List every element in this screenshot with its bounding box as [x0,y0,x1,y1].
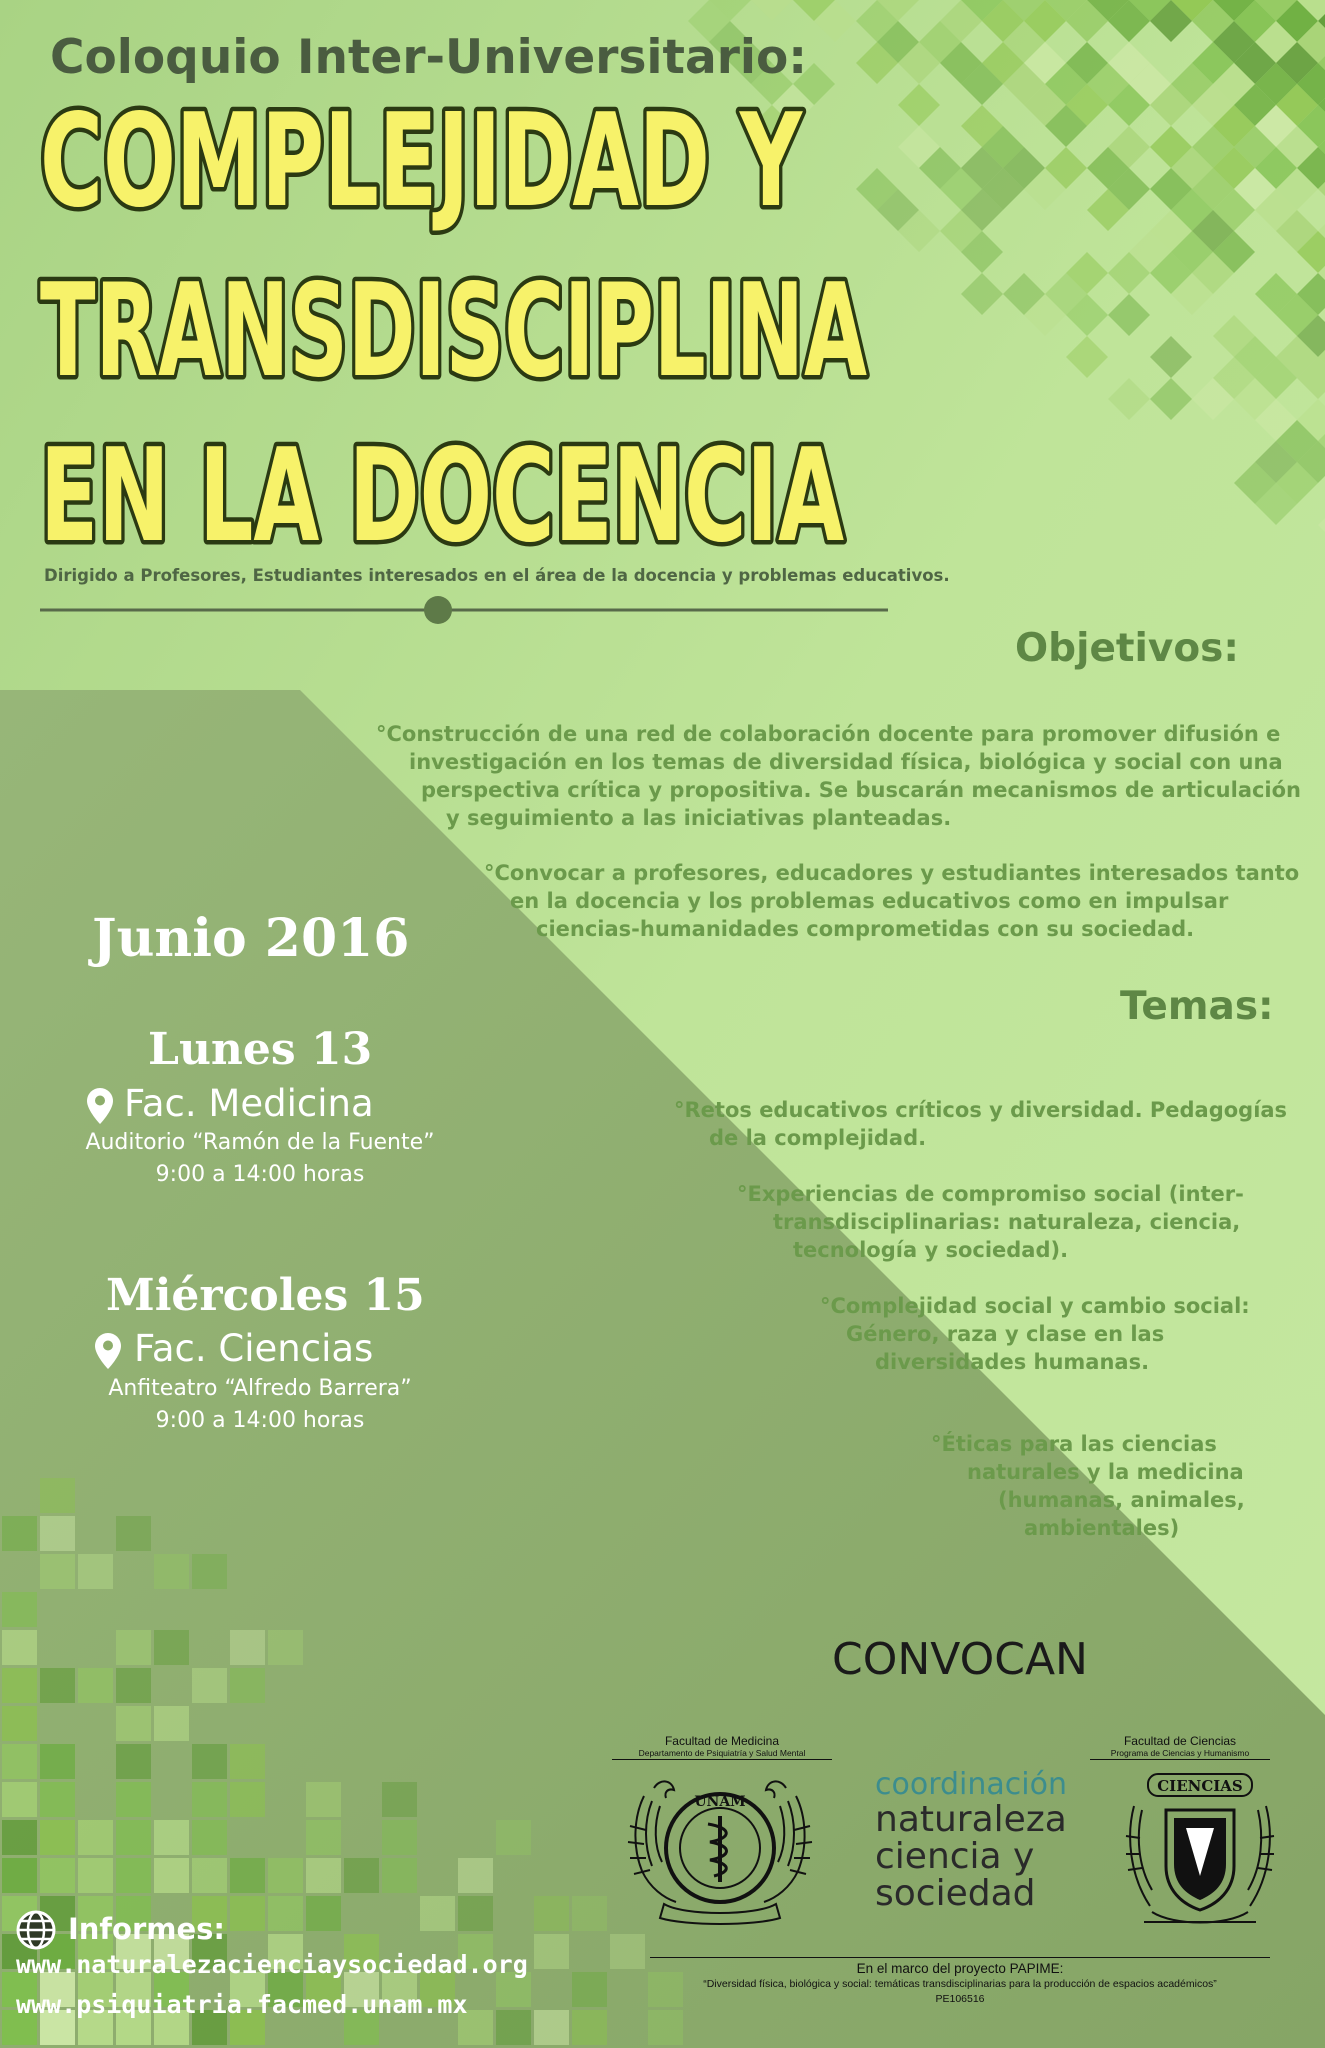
mosaic-tile [154,1554,189,1589]
tema-3-line: °Complejidad social y cambio social: [820,1294,1250,1318]
mosaic-tile [458,1896,493,1931]
objetivo-1-line: y seguimiento a las iniciativas planteadas. [446,806,952,830]
mosaic-tile [154,1630,189,1665]
objetivo-item-1 [376,720,1301,832]
mosaic-tile [382,1858,417,1893]
mosaic-tile [534,1896,569,1931]
objetivo-2-line: °Convocar a profesores, educadores y estudiantes interesados tanto [484,861,1300,885]
mosaic-tile [154,1858,189,1893]
event-venue-2: Fac. Ciencias [134,1327,374,1370]
mosaic-tile [78,1820,113,1855]
mosaic-tile [2,1592,37,1627]
footer-rule [650,1957,1270,1958]
mosaic-tile [306,1858,341,1893]
tema-4-line: naturales y la medicina [967,1460,1244,1484]
map-pin-icon [95,1333,121,1373]
mosaic-tile [2,1706,37,1741]
tema-1-line: °Retos educativos críticos y diversidad. Pedagogías [674,1098,1288,1122]
mosaic-tile [534,2010,569,2045]
unam-medicina-seal [624,1766,816,1928]
title-line-3: EN LA DOCENCIA [40,422,844,560]
mosaic-tile [230,1858,265,1893]
title-line-1: COMPLEJIDAD Y [40,87,804,236]
mosaic-tile [116,1668,151,1703]
tema-item-3 [820,1292,1250,1376]
mosaic-tile [40,1554,75,1589]
mosaic-tile [420,1896,455,1931]
mosaic-tile [572,2010,607,2045]
mosaic-tile [268,1858,303,1893]
mosaic-tile [78,1554,113,1589]
footer-line-1: En el marco del proyecto PAPIME: [856,1961,1064,1976]
objetivo-1-line: perspectiva crítica y propositiva. Se buscarán mecanismos de articulación [421,778,1302,802]
mosaic-tile [2,1516,37,1551]
mosaic-tile [192,1554,227,1589]
mosaic-tile [116,1744,151,1779]
mosaic-tile [230,1744,265,1779]
mosaic-tile [2,1668,37,1703]
tema-item-1 [674,1096,1287,1152]
mosaic-tile [192,1858,227,1893]
mosaic-tile [382,1782,417,1817]
mosaic-tile [268,1630,303,1665]
mosaic-tile [458,1858,493,1893]
divider [40,596,890,626]
mosaic-tile [116,1630,151,1665]
unam-ciencias-seal [1124,1766,1276,1938]
mosaic-tile [230,1782,265,1817]
tema-4-line: °Éticas para las ciencias [931,1432,1217,1456]
objetivo-1-line: investigación en los temas de diversidad física, biológica y social con una [409,750,1283,774]
coord-line-2: naturaleza [875,1799,1067,1840]
footer-line-3: PE106516 [935,1993,985,2005]
mosaic-tile [648,2010,683,2045]
mosaic-tile [2,1782,37,1817]
mosaic-tile [40,1782,75,1817]
footer-line-2: “Diversidad física, biológica y social: temáticas transdisciplinarias para la producción de espacios académicos” [703,1978,1217,1990]
mosaic-tile [382,1820,417,1855]
coord-line-4: sociedad [875,1873,1036,1914]
medicina-name: Facultad de Medicina [664,1734,780,1748]
tema-item-4 [931,1430,1245,1542]
mosaic-tile [306,1782,341,1817]
event-time-1: 9:00 a 14:00 horas [155,1162,365,1187]
objetivo-item-2 [484,859,1299,943]
mosaic-tile [306,1896,341,1931]
mosaic-tile [78,1668,113,1703]
title-line-2: TRANSDISCIPLINA [40,257,867,406]
tema-4-line: ambientales) [1024,1516,1180,1540]
mosaic-tile [116,1820,151,1855]
url-psiquiatria[interactable]: www.psiquiatria.facmed.unam.mx [16,1990,468,2019]
url-naturaleza[interactable]: www.naturalezacienciaysociedad.org [16,1950,528,1979]
mosaic-tile [2,1744,37,1779]
mosaic-tile [40,1516,75,1551]
event-month: Junio 2016 [92,908,410,969]
objetivo-1-line: °Construcción de una red de colaboración docente para promover difusión e [376,722,1281,746]
tema-3-line: diversidades humanas. [875,1350,1150,1374]
mosaic-tile [192,1744,227,1779]
event-day-2: Miércoles 15 [106,1270,425,1321]
ciencias-dept: Programa de Ciencias y Humanismo [1090,1748,1270,1760]
tema-2-line: transdisciplinarias: naturaleza, ciencia, [773,1210,1241,1234]
mosaic-tile [78,1858,113,1893]
map-pin-icon [87,1088,113,1128]
ciencias-name: Facultad de Ciencias [1123,1734,1237,1748]
event-time-2: 9:00 a 14:00 horas [155,1408,365,1433]
mosaic-tile [230,1630,265,1665]
mosaic-tile [40,1668,75,1703]
coord-accent-letters [874,1804,894,1914]
objetivos-heading: Objetivos: [1015,626,1239,671]
objetivo-2-line: en la docencia y los problemas educativos como en impulsar [510,889,1229,913]
mosaic-tile [154,1820,189,1855]
mosaic-tile [496,2010,531,2045]
mosaic-tile [154,1706,189,1741]
event-title [0,0,1325,560]
tema-2-line: tecnología y sociedad). [793,1238,1069,1262]
objetivo-2-line: ciencias-humanidades comprometidas con su sociedad. [536,917,1195,941]
coord-line-3: ciencia y [875,1836,1035,1877]
mosaic-tile [192,1782,227,1817]
mosaic-tile [572,1972,607,2007]
mosaic-tile [40,1858,75,1893]
mosaic-tile [344,1858,379,1893]
event-venue-1: Fac. Medicina [124,1082,374,1125]
tema-item-2 [737,1180,1244,1264]
mosaic-tile [230,1668,265,1703]
mosaic-tile [2,1630,37,1665]
mosaic-tile [534,1934,569,1969]
mosaic-tile [40,1820,75,1855]
mosaic-tile [116,1706,151,1741]
mosaic-tile [40,1744,75,1779]
mosaic-tile [2,1820,37,1855]
mosaic-tile [2,1858,37,1893]
mosaic-tile [268,1896,303,1931]
mosaic-tile [192,1668,227,1703]
mosaic-tile [496,1820,531,1855]
mosaic-tile [230,1896,265,1931]
informes-label: Informes: [68,1912,226,1946]
mosaic-tile [116,1516,151,1551]
mosaic-tile [192,1820,227,1855]
mosaic-tile [40,1478,75,1513]
mosaic-tile [116,1782,151,1817]
event-room-2: Anfiteatro “Alfredo Barrera” [108,1376,412,1401]
svg-text:UNAM: UNAM [694,1794,746,1810]
audience-text: Dirigido a Profesores, Estudiantes interesados en el área de la docencia y problemas educativos. [44,566,950,585]
event-day-1: Lunes 13 [148,1024,373,1075]
temas-heading: Temas: [1120,984,1274,1029]
mosaic-tile [306,1820,341,1855]
convocan-label: CONVOCAN [832,1634,1088,1685]
coord-line-1: coordinación [875,1767,1067,1802]
tema-1-line: de la complejidad. [709,1126,927,1150]
tema-2-line: °Experiencias de compromiso social (inter- [737,1182,1244,1206]
mosaic-tile [572,1896,607,1931]
event-room-1: Auditorio “Ramón de la Fuente” [85,1130,435,1155]
tema-4-line: (humanas, animales, [998,1488,1245,1512]
tema-3-line: Género, raza y clase en las [846,1322,1165,1346]
svg-text:CIENCIAS: CIENCIAS [1157,1777,1243,1795]
event-subtitle: Coloquio Inter-Universitario: [50,30,808,85]
medicina-dept: Departamento de Psiquiatría y Salud Mental [612,1748,832,1760]
mosaic-tile [116,1858,151,1893]
globe-icon [14,1908,58,1956]
